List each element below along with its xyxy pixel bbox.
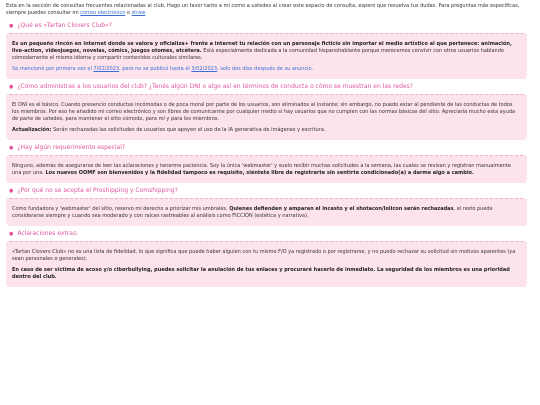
intro-text-part: o [125,10,132,16]
faq-answer-1 [6,33,527,79]
faq-question-text: ¿Cómo administras a los usuarios del club? ¿Tenés algún DNI o algo así en términos de conducta o cómo se muestran en las redes? [17,83,413,90]
faq-question-text: ¿Hay algún requerimiento especial? [17,144,126,151]
faq-question-1 [6,22,527,30]
faq-answer-bold: Los nuevos OOMF son bienvenidos y la fidelidad tampoco es requisito, siéntete libre de registrarte sin sentirte condicionado(a) a darme algo a cambio. [45,170,474,176]
faq-answer-paragraph [12,206,521,220]
faq-answer-paragraph [12,127,521,134]
bullet-icon: ● [9,23,14,29]
straw-link[interactable]: straw [131,10,146,16]
date-link-first[interactable]: 7/02/2023 [93,66,120,72]
bullet-icon: ● [9,84,14,90]
faq-question-text: Aclaraciones extras: [17,230,79,237]
faq-answer-2 [6,94,527,140]
faq-answer-text: , el resto puede considerarse siempre y cuando sea moderado y con raíces rastreables al análisis como FICCIÓN (estética y narrativa). [12,206,493,219]
faq-answer-text: Serán rechazadas las solicitudes de usuarios que apoyen el uso de la IA generativa de imágenes y escritura. [51,127,326,133]
faq-question-5 [6,230,527,238]
update-label: Actualización: [12,127,52,133]
email-link[interactable]: correo electrónico [80,10,126,16]
faq-question-text: ¿Qué es «Tartan Clovers Club»? [17,22,112,29]
date-link-publish[interactable]: 3/02/2023 [191,66,218,72]
faq-answer-paragraph: El DNI es el básico. Cuando presencio conductas incómodas o de poca moral por parte de los usuarios, son eliminados al instante; sin embargo, no puedo estar al pendiente de las conductas de todos los miembros. Por eso he añadido mi correo electrónico y son libres de comunicarme por cualquier medio si hay usuarios que no cumplen con las normas básicas del sitio. Apreciaría mucho esta ayuda de parte de ustedes, para mantener el sitio cómodo, para mí y para los miembros. [12,102,516,122]
faq-answer-bold: Quienes defienden y amparan el incesto y el shotacon/lolicon serán rechazadas [229,206,454,212]
faq-answer-text: , pero no se publicó hasta el [119,66,192,72]
faq-question-2 [6,83,527,91]
faq-answer-4 [6,198,527,226]
intro-text-part: Esta en la sección de consultas frecuentes relacionadas al club. Hago un favor tanto a mí como a ustedes al crear este espacio de consulta, espero que resuelva tus dudas. Para preguntas más específicas, siempre puedes consultar mi [6,3,520,16]
faq-answer-5 [6,241,527,287]
faq-answer-text: Está especialmente dedicada a la comunidad hispanohablante porque merecemos convivir con otros usuarios hablando cómodamente el mismo idioma y compartir contenidos culturales similares. [12,48,504,61]
bullet-icon: ● [9,188,14,194]
bullet-icon: ● [9,145,14,151]
faq-question-4 [6,187,527,195]
faq-answer-text: Se mencionó por primera vez el [12,66,94,72]
faq-question-3 [6,144,527,152]
faq-answer-text: , solo dos días después de su anuncio. [217,66,314,72]
faq-answer-paragraph [12,163,521,177]
faq-question-text: ¿Por qué no se acepta el Proshipping y Comshipping? [17,187,178,194]
faq-answer-paragraph [12,41,521,62]
faq-answer-text: Ninguno, además de asegurarse de leer las aclaraciones y tenerme paciencia. Soy la única 'webmaster' y suelo recibir muchas solicitudes a la semana, las cuales se revisan y registran manualmente una por una. [12,163,511,176]
faq-answer-text: Como fundadora y 'webmaster' del sitio, reservo mi derecho a priorizar mis umbrales. [12,206,230,212]
faq-answer-bold: En caso de ser víctima de acoso y/o ciberbullying, puedes solicitar la anulación de tus enlaces y procuraré hacerlo de inmediato. La seguridad de los miembros es una prioridad dentro del club. [12,267,510,280]
faq-answer-paragraph [12,267,521,281]
faq-answer-paragraph [12,66,521,73]
intro-text [6,3,527,17]
faq-answer-bold: Es un pequeño rincón en internet donde se valora y oficializa+ frente a internet tu relación con un personaje ficticio sin importar el medio artístico al que pertenece: animación, live-action, videojuegos, novelas, cómics, juegos otomes, etcétera. [12,41,512,54]
faq-answer-3 [6,155,527,183]
faq-answer-paragraph: «Tartan Clovers Club» no es una lista de fidelidad, lo que significa que puede haber alguien con tu mismo F/O ya registrado o por registrarse, y no puedo rechazar su solicitud sin motivos aparentes (ya sean personales o generales). [12,249,516,262]
bullet-icon: ● [9,231,14,237]
